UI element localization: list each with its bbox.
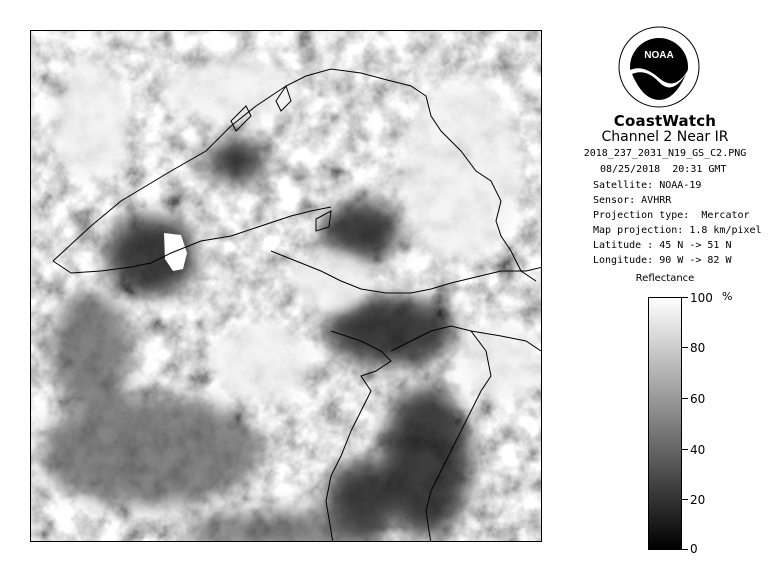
colorbar-tick xyxy=(682,549,688,550)
colorbar-tick-label: 40 xyxy=(690,443,706,457)
brand-title: CoastWatch xyxy=(613,112,717,130)
date: 08/25/2018 xyxy=(600,164,661,175)
colorbar-tick xyxy=(682,499,688,500)
projection-type-label: Projection type: Mercator xyxy=(593,210,750,221)
colorbar-tick xyxy=(682,297,688,298)
reflectance-colorbar xyxy=(648,297,682,550)
colorbar-tick xyxy=(682,347,688,348)
latitude-label: Latitude : 45 N -> 51 N xyxy=(593,240,732,251)
map-projection-label: Map projection: 1.8 km/pixel xyxy=(593,225,762,236)
legend-unit: % xyxy=(722,290,733,303)
sensor-label: Sensor: AVHRR xyxy=(593,195,672,206)
colorbar-tick-label: 60 xyxy=(690,392,706,406)
noaa-logo-text: NOAA xyxy=(644,50,674,61)
colorbar-tick-label: 80 xyxy=(690,341,706,355)
noaa-logo xyxy=(618,26,700,108)
longitude-label: Longitude: 90 W -> 82 W xyxy=(593,255,732,266)
colorbar-tick xyxy=(682,398,688,399)
colorbar-tick-label: 0 xyxy=(690,542,698,556)
channel-title: Channel 2 Near IR xyxy=(601,129,729,145)
satellite-image xyxy=(30,30,542,542)
file-name: 2018_237_2031_N19_GS_C2.PNG xyxy=(583,148,747,159)
satellite-label: Satellite: NOAA-19 xyxy=(593,180,702,191)
date-time-line xyxy=(600,164,726,175)
colorbar-tick-label: 20 xyxy=(690,493,706,507)
colorbar-tick-label: 100 xyxy=(690,291,713,305)
colorbar-tick xyxy=(682,449,688,450)
legend-title: Reflectance xyxy=(635,273,695,284)
time: 20:31 GMT xyxy=(672,164,727,175)
